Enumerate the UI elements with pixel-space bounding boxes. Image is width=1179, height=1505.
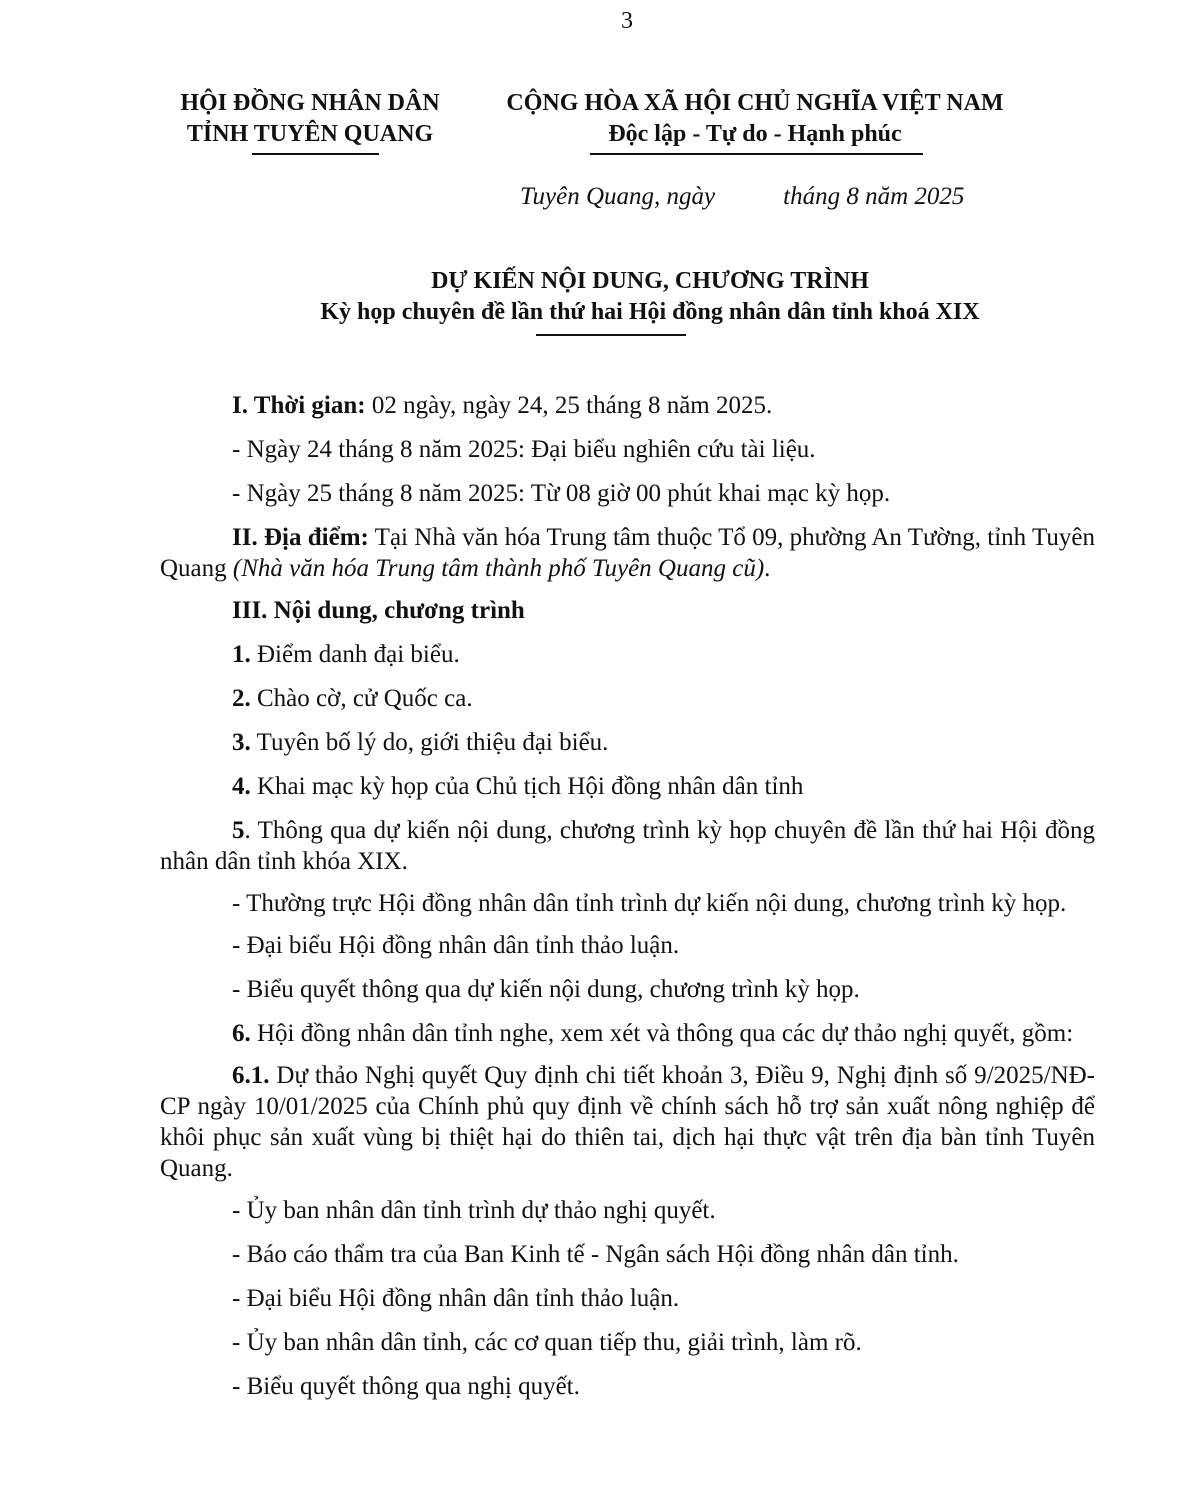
agenda-item-text: Dự thảo Nghị quyết Quy định chi tiết khoản 3, Điều 9, Nghị định số 9/2025/NĐ-CP ngày 10/01/2025 của Chính phủ quy định về chính sách hỗ trợ sản xuất nông nghiệp để khôi phục sản xuất vùng bị thiệt hại do thiên tai, dịch hại thực vật trên địa bàn tỉnh Tuyên Quang.	[160, 1062, 1095, 1182]
motto-underline	[590, 153, 923, 155]
time-day-2: - Ngày 25 tháng 8 năm 2025: Từ 08 giờ 00 phút khai mạc kỳ họp.	[232, 480, 891, 507]
section-place-label: II. Địa điểm:	[232, 524, 369, 551]
agenda-item	[160, 815, 1095, 877]
document-title	[150, 266, 1150, 328]
agenda-item-text: Tuyên bố lý do, giới thiệu đại biểu.	[250, 729, 609, 756]
section-place-note: (Nhà văn hóa Trung tâm thành phố Tuyên Quang cũ)	[232, 555, 765, 582]
agenda-item-text: Điểm danh đại biểu.	[250, 641, 460, 668]
page-number: 3	[621, 8, 633, 34]
agenda-subitem: - Đại biểu Hội đồng nhân dân tỉnh thảo luận.	[232, 932, 680, 959]
agenda-item-number: 3.	[232, 729, 251, 756]
section-time	[160, 390, 1095, 421]
date-line	[520, 183, 964, 211]
agenda-subitem: - Đại biểu Hội đồng nhân dân tỉnh thảo luận.	[232, 1285, 680, 1312]
org-line-2: TỈNH TUYÊN QUANG	[186, 121, 434, 147]
title-line-1: DỰ KIẾN NỘI DUNG, CHƯƠNG TRÌNH	[431, 268, 869, 294]
agenda-item-number: 5	[232, 817, 245, 844]
agenda-subitem: - Ủy ban nhân dân tỉnh, các cơ quan tiếp thu, giải trình, làm rõ.	[232, 1329, 862, 1356]
title-underline	[536, 334, 686, 336]
content-heading-text: III. Nội dung, chương trình	[232, 597, 525, 624]
agenda-item-number: 6.1.	[232, 1062, 270, 1089]
agenda-item-text: Khai mạc kỳ họp của Chủ tịch Hội đồng nhân dân tỉnh	[250, 773, 804, 800]
nation-line-2: Độc lập - Tự do - Hạnh phúc	[608, 121, 902, 147]
section-place-text: Tại Nhà văn hóa Trung tâm thuộc Tổ 09, phường An Tường, tỉnh Tuyên Quang	[160, 524, 1095, 582]
agenda-item-number: 2.	[232, 685, 251, 712]
agenda-item	[160, 727, 1095, 758]
agenda-item-6	[160, 1018, 1095, 1049]
agenda-item	[160, 771, 1095, 802]
section-content-heading	[160, 595, 1095, 626]
time-day-1: - Ngày 24 tháng 8 năm 2025: Đại biểu nghiên cứu tài liệu.	[232, 436, 816, 463]
agenda-item	[160, 639, 1095, 670]
document-body	[160, 390, 1095, 1415]
section-time-text: 02 ngày, ngày 24, 25 tháng 8 năm 2025.	[365, 392, 773, 419]
agenda-item-text: Hội đồng nhân dân tỉnh nghe, xem xét và thông qua các dự thảo nghị quyết, gồm:	[250, 1020, 1074, 1047]
agenda-subitem: - Báo cáo thẩm tra của Ban Kinh tế - Ngân sách Hội đồng nhân dân tỉnh.	[232, 1241, 959, 1268]
nation-line-1: CỘNG HÒA XÃ HỘI CHỦ NGHĨA VIỆT NAM	[506, 90, 1004, 116]
agenda-subitem: - Ủy ban nhân dân tỉnh trình dự thảo nghị quyết.	[232, 1197, 716, 1224]
agenda-subitem: - Thường trực Hội đồng nhân dân tỉnh trình dự kiến nội dung, chương trình kỳ họp.	[232, 890, 1067, 917]
agenda-item-6-1	[160, 1060, 1095, 1184]
issuing-organization	[160, 88, 460, 150]
national-motto	[470, 88, 1040, 150]
agenda-item-text: . Thông qua dự kiến nội dung, chương trình kỳ họp chuyên đề lần thứ hai Hội đồng nhân dân tỉnh khóa XIX.	[160, 817, 1095, 875]
title-line-2: Kỳ họp chuyên đề lần thứ hai Hội đồng nhân dân tỉnh khoá XIX	[320, 299, 980, 325]
agenda-item-number: 4.	[232, 773, 251, 800]
section-place	[160, 522, 1095, 584]
date-month-year: tháng 8 năm 2025	[783, 183, 965, 210]
section-time-label: I. Thời gian:	[232, 392, 366, 419]
date-place: Tuyên Quang, ngày	[520, 183, 716, 210]
agenda-subitem: - Biểu quyết thông qua dự kiến nội dung, chương trình kỳ họp.	[232, 976, 860, 1003]
agenda-item	[160, 683, 1095, 714]
org-line-1: HỘI ĐỒNG NHÂN DÂN	[180, 90, 440, 116]
agenda-item-number: 1.	[232, 641, 251, 668]
org-underline	[252, 153, 379, 155]
agenda-item-text: Chào cờ, cử Quốc ca.	[250, 685, 473, 712]
agenda-item-number: 6.	[232, 1020, 251, 1047]
agenda-subitem: - Biểu quyết thông qua nghị quyết.	[232, 1373, 580, 1400]
section-place-end: .	[764, 555, 771, 582]
